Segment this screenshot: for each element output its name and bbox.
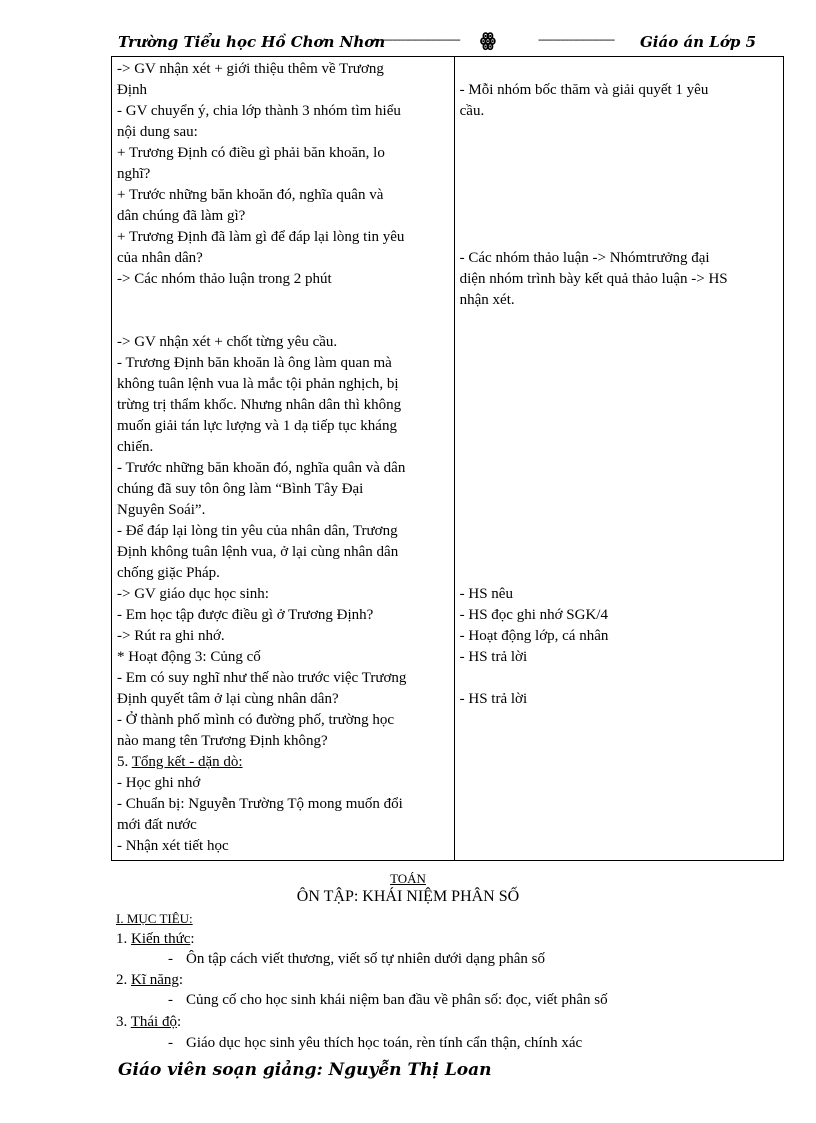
- student-activities-cell: [454, 57, 783, 861]
- student-line: - HS nêu: [459, 586, 513, 602]
- teacher-line: chống giặc Pháp.: [117, 565, 220, 581]
- summary-heading: [117, 752, 449, 773]
- teacher-line: - GV chuyển ý, chia lớp thành 3 nhóm tìm hiểu: [117, 103, 401, 119]
- teacher-line: Định: [117, 82, 147, 98]
- teacher-line: - Chuẩn bị: Nguyễn Trường Tộ mong muốn đổi: [117, 796, 403, 812]
- teacher-line: Định không tuân lệnh vua, ở lại cùng nhân dân: [117, 544, 399, 560]
- teacher-line: * Hoạt động 3: Củng cố: [117, 649, 261, 665]
- teacher-line: + Trước những băn khoăn đó, nghĩa quân và: [117, 187, 384, 203]
- teacher-line: không tuân lệnh vua là mắc tội phản nghịch, bị: [117, 376, 399, 392]
- knowledge-heading: [116, 929, 195, 949]
- spacer: [460, 668, 778, 689]
- student-line: nhận xét.: [459, 292, 515, 308]
- teacher-line: Định quyết tâm ở lại cùng nhân dân?: [117, 691, 339, 707]
- student-line: - HS đọc ghi nhớ SGK/4: [459, 607, 608, 623]
- teacher-line: - Em có suy nghĩ như thế nào trước việc Trương: [117, 670, 407, 686]
- objectives-heading: I. MỤC TIÊU:: [116, 911, 193, 926]
- skills-colon: :: [178, 972, 184, 988]
- attitude-title: Thái độ: [130, 1014, 177, 1030]
- teacher-line: - Nhận xét tiết học: [117, 838, 229, 854]
- student-line: cầu.: [459, 103, 485, 119]
- teacher-activities-cell: [112, 57, 455, 861]
- teacher-line: chiến.: [117, 439, 154, 455]
- teacher-line: nghĩ?: [117, 166, 151, 182]
- teacher-line: -> GV giáo dục học sinh:: [117, 586, 269, 602]
- header-dashes-left: ---------------------------------: [370, 33, 460, 46]
- table-row: [112, 57, 784, 861]
- knowledge-colon: :: [190, 931, 195, 947]
- attitude-heading: [116, 1012, 181, 1032]
- teacher-line: -> GV nhận xét + giới thiệu thêm về Trương: [117, 61, 384, 77]
- page-footer: Giáo viên soạn giảng: Nguyễn Thị Loan: [118, 1060, 492, 1080]
- attitude-number: 3.: [116, 1014, 131, 1030]
- attitude-item: - Giáo dục học sinh yêu thích học toán, rèn tính cẩn thận, chính xác: [168, 1035, 583, 1051]
- document-subject: Giáo án Lớp 5: [640, 33, 757, 51]
- summary-title: Tổng kết - dặn dò:: [131, 754, 243, 770]
- teacher-line: - Để đáp lại lòng tin yêu của nhân dân, Trương: [117, 523, 398, 539]
- subject-label: TOÁN: [390, 871, 426, 886]
- teacher-line: -> Rút ra ghi nhớ.: [117, 628, 225, 644]
- teacher-line: muốn giải tán lực lượng và 1 dạ tiếp tục kháng: [117, 418, 397, 434]
- teacher-line: mới đất nước: [117, 817, 197, 833]
- teacher-line: nội dung sau:: [117, 124, 198, 140]
- skills-number: 2.: [116, 972, 131, 988]
- teacher-line: -> GV nhận xét + chốt từng yêu cầu.: [117, 334, 338, 350]
- teacher-line: + Trương Định đã làm gì để đáp lại lòng tin yêu: [117, 229, 405, 245]
- teacher-line: nào mang tên Trương Định không?: [117, 733, 328, 749]
- attitude-text: Giáo dục học sinh yêu thích học toán, rèn tính cẩn thận, chính xác: [186, 1035, 583, 1051]
- page-header: [118, 30, 757, 52]
- spacer: [460, 59, 778, 80]
- spacer: [460, 122, 778, 248]
- student-line: - Mỗi nhóm bốc thăm và giải quyết 1 yêu: [459, 82, 709, 98]
- teacher-line: - Trương Định băn khoăn là ông làm quan mà: [117, 355, 392, 371]
- decorative-logo-icon: ꙮ: [480, 30, 496, 51]
- teacher-line: chúng đã suy tôn ông làm “Bình Tây Đại: [117, 481, 364, 497]
- knowledge-number: 1.: [116, 931, 131, 947]
- teacher-line: của nhân dân?: [117, 250, 203, 266]
- teacher-line: - Ở thành phố mình có đường phố, trường học: [117, 712, 395, 728]
- spacer: [117, 290, 449, 311]
- attitude-colon: :: [176, 1014, 182, 1030]
- spacer: [460, 311, 778, 584]
- skills-heading: [116, 970, 183, 990]
- teacher-line: -> Các nhóm thảo luận trong 2 phút: [117, 271, 332, 287]
- skills-title: Kĩ năng: [131, 972, 179, 988]
- skills-text: Củng cố cho học sinh khái niệm ban đầu về phân số: đọc, viết phân số: [186, 992, 608, 1008]
- teacher-line: - Trước những băn khoăn đó, nghĩa quân và dân: [117, 460, 406, 476]
- lesson-table: [111, 56, 784, 861]
- teacher-line: - Học ghi nhớ: [117, 775, 201, 791]
- knowledge-text: Ôn tập cách viết thương, viết số tự nhiên dưới dạng phân số: [186, 951, 545, 967]
- knowledge-title: Kiến thức: [131, 931, 191, 947]
- spacer: [117, 311, 449, 332]
- student-line: - Các nhóm thảo luận -> Nhómtrưởng đại: [459, 250, 710, 266]
- teacher-line: Nguyên Soái”.: [117, 502, 206, 518]
- skills-item: - Củng cố cho học sinh khái niệm ban đầu về phân số: đọc, viết phân số: [168, 992, 608, 1008]
- student-line: - HS trả lời: [459, 691, 528, 707]
- teacher-line: dân chúng đã làm gì?: [117, 208, 246, 224]
- teacher-line: trừng trị thẩm khốc. Nhưng nhân dân thì không: [117, 397, 402, 413]
- summary-number: 5.: [117, 754, 132, 770]
- school-name: Trường Tiểu học Hồ Chơn Nhơn: [118, 33, 386, 51]
- student-line: - Hoạt động lớp, cá nhân: [459, 628, 609, 644]
- teacher-line: + Trương Định có điều gì phải băn khoăn, lo: [117, 145, 385, 161]
- header-dashes-right: ----------------------------: [538, 33, 615, 46]
- student-line: diện nhóm trình bày kết quả thảo luận -> HS: [459, 271, 728, 287]
- knowledge-item: - Ôn tập cách viết thương, viết số tự nhiên dưới dạng phân số: [168, 951, 545, 967]
- student-line: - HS trả lời: [459, 649, 528, 665]
- lesson-title: ÔN TẬP: KHÁI NIỆM PHÂN SỐ: [296, 888, 520, 905]
- teacher-line: - Em học tập được điều gì ở Trương Định?: [117, 607, 374, 623]
